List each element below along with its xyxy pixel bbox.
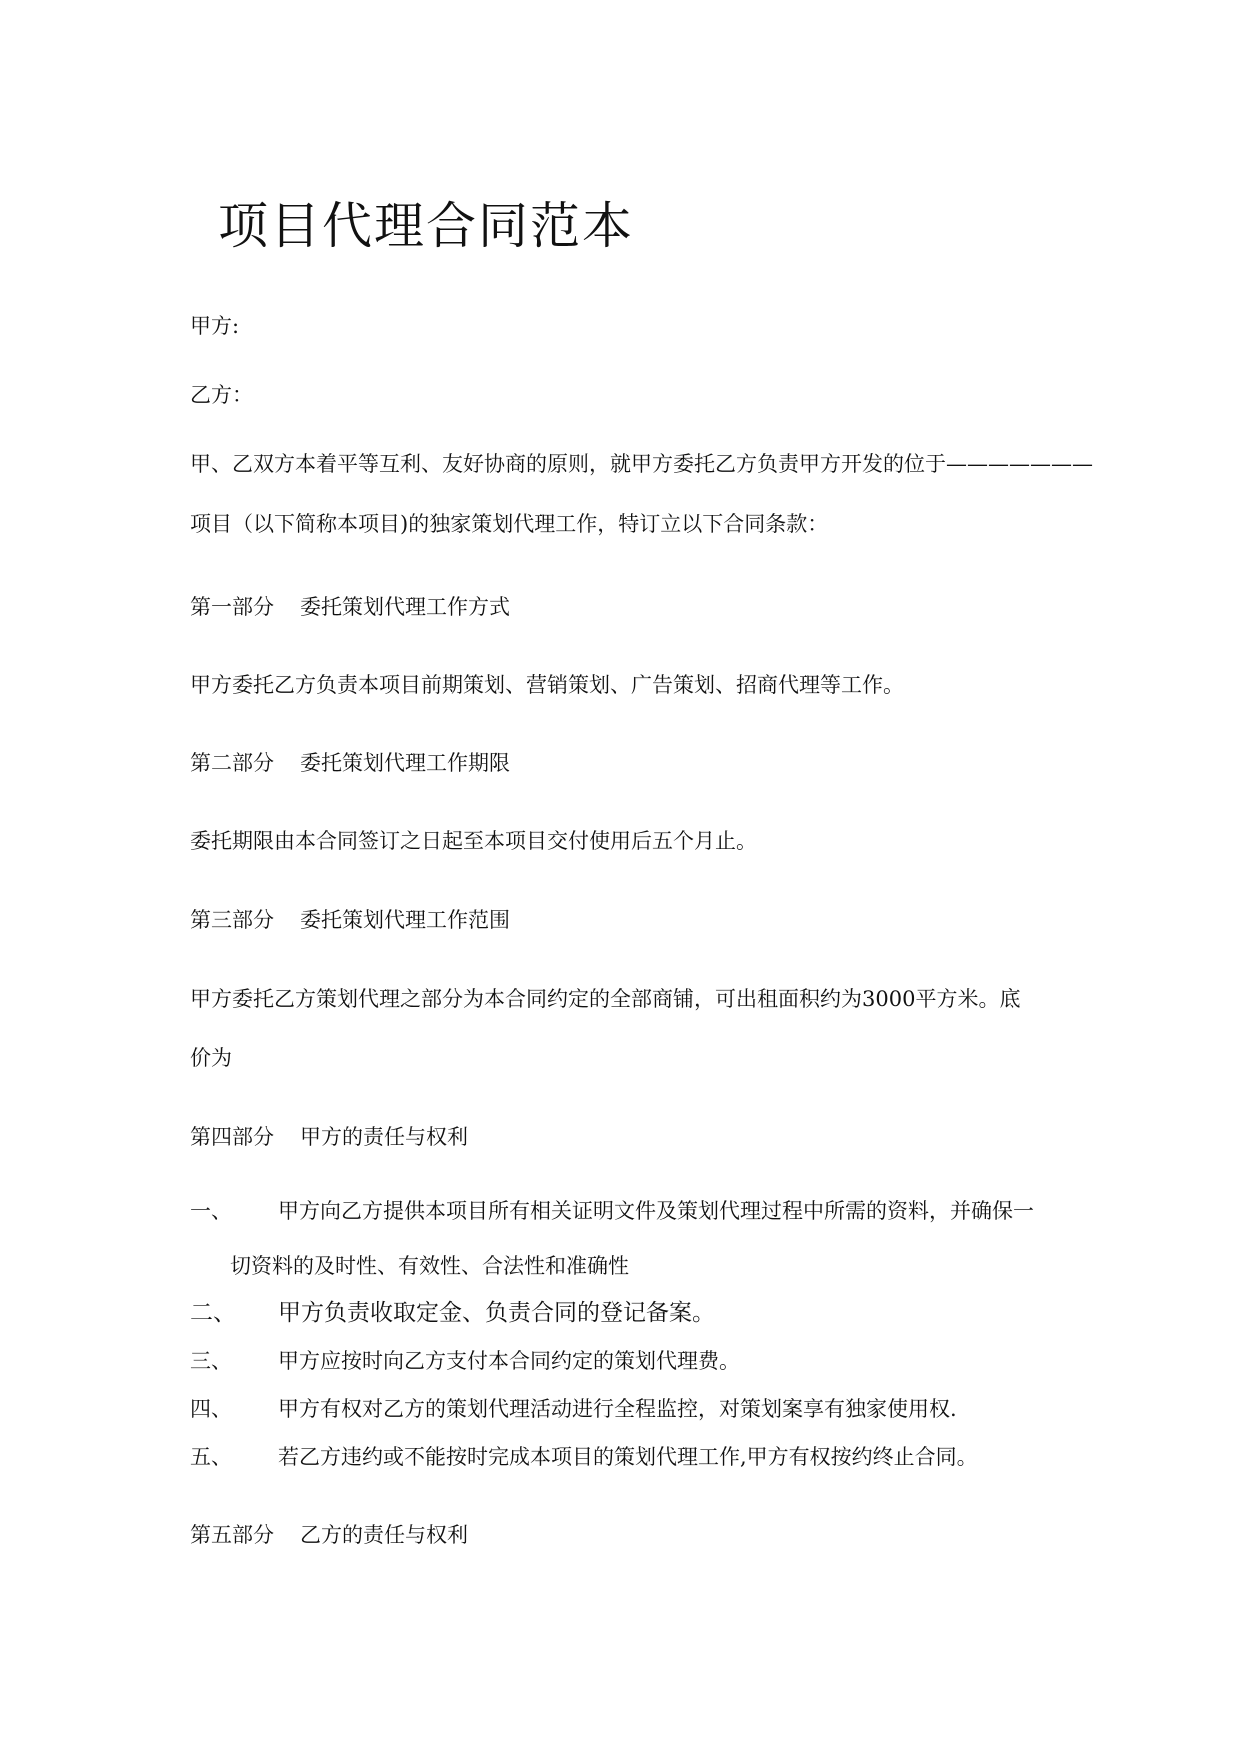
part5-label: 第五部分 (190, 1523, 274, 1547)
part3-body-line-1: 甲方委托乙方策划代理之部分为本合同约定的全部商铺，可出租面积约为3000平方米。底 (190, 987, 1021, 1011)
part2-title: 委托策划代理工作期限 (300, 751, 510, 775)
part4-item-1-continuation: 切资料的及时性、有效性、合法性和准确性 (230, 1254, 629, 1278)
item-number: 五、 (190, 1445, 232, 1469)
part3-title: 委托策划代理工作范围 (300, 908, 510, 932)
part1-heading (190, 592, 510, 622)
intro-paragraph-line-2: 项目（以下简称本项目)的独家策划代理工作，特订立以下合同条款： (190, 512, 829, 536)
part4-item-3 (190, 1346, 740, 1376)
part2-label: 第二部分 (190, 751, 274, 775)
item-text: 甲方向乙方提供本项目所有相关证明文件及策划代理过程中所需的资料，并确保一 (278, 1199, 1034, 1223)
party-b-line: 乙方： (190, 383, 253, 407)
item-text: 甲方负责收取定金、负责合同的登记备案。 (278, 1300, 715, 1326)
party-a-line: 甲方: (190, 314, 240, 338)
item-text: 甲方有权对乙方的策划代理活动进行全程监控，对策划案享有独家使用权. (278, 1397, 957, 1421)
part3-body-line-2: 价为 (190, 1046, 232, 1070)
item-text: 若乙方违约或不能按时完成本项目的策划代理工作,甲方有权按约终止合同。 (278, 1445, 978, 1469)
item-number: 一、 (190, 1199, 232, 1223)
part5-title: 乙方的责任与权利 (300, 1523, 468, 1547)
document-title: 项目代理合同范本 (218, 197, 634, 255)
item-text: 甲方应按时向乙方支付本合同约定的策划代理费。 (278, 1349, 740, 1373)
part4-item-5 (190, 1442, 978, 1472)
part1-body: 甲方委托乙方负责本项目前期策划、营销策划、广告策划、招商代理等工作。 (190, 673, 904, 697)
part2-heading (190, 748, 510, 778)
part1-label: 第一部分 (190, 595, 274, 619)
item-number: 二、 (190, 1300, 236, 1326)
part3-heading (190, 905, 510, 935)
item-number: 四、 (190, 1397, 232, 1421)
intro-paragraph-line-1: 甲、乙双方本着平等互利、友好协商的原则，就甲方委托乙方负责甲方开发的位于——————— (190, 452, 1093, 476)
part4-title: 甲方的责任与权利 (300, 1125, 468, 1149)
part4-item-4 (190, 1394, 957, 1424)
part5-heading (190, 1520, 468, 1550)
part4-label: 第四部分 (190, 1125, 274, 1149)
item-number: 三、 (190, 1349, 232, 1373)
part4-item-1 (190, 1196, 1034, 1226)
part3-label: 第三部分 (190, 908, 274, 932)
part4-heading (190, 1122, 468, 1152)
part4-item-2 (190, 1298, 715, 1328)
part1-title: 委托策划代理工作方式 (300, 595, 510, 619)
part2-body: 委托期限由本合同签订之日起至本项目交付使用后五个月止。 (190, 829, 757, 853)
